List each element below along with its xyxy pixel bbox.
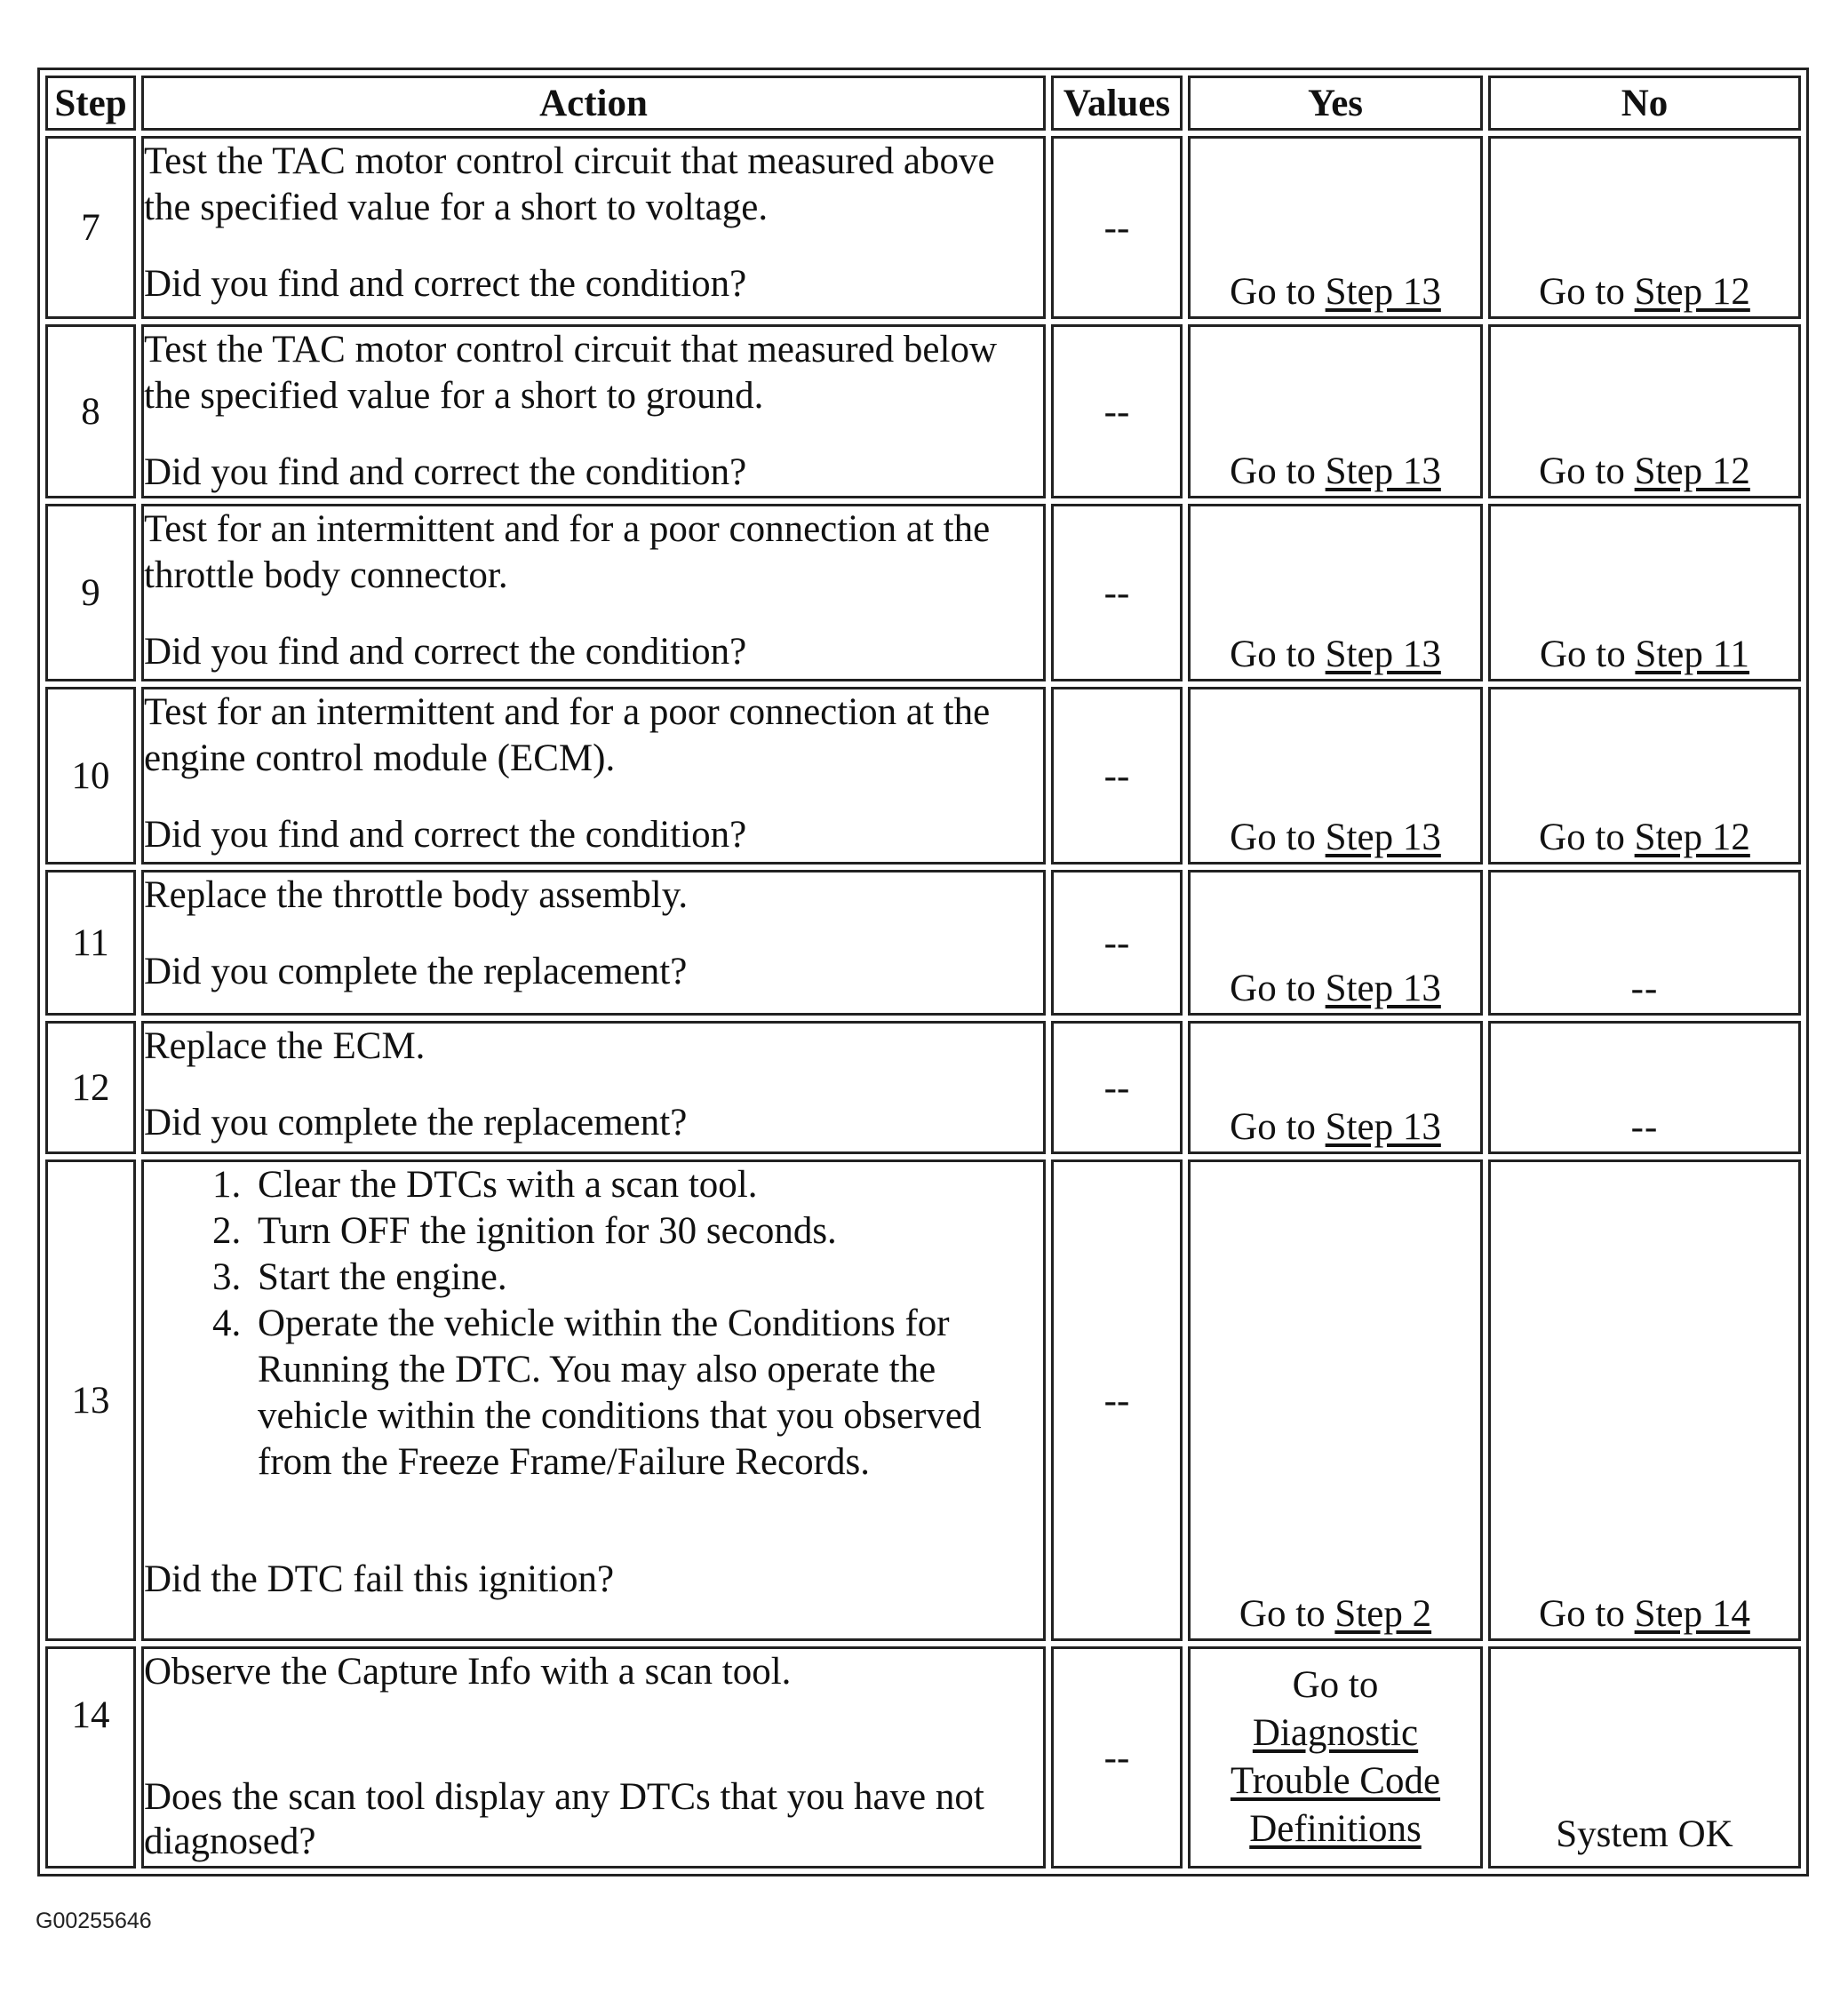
step-number: 8: [45, 324, 136, 498]
no-step-link[interactable]: Step 11: [1635, 633, 1750, 675]
yes-cell: [1188, 1159, 1483, 1641]
no-cell: [1488, 324, 1801, 498]
values-cell: --: [1051, 1021, 1183, 1154]
diagnostic-trouble-code-definitions-link[interactable]: Diagnostic Trouble Code Definitions: [1230, 1712, 1441, 1850]
yes-cell: [1188, 504, 1483, 681]
action-question: Did you complete the replacement?: [144, 1102, 688, 1143]
yes-cell: [1188, 324, 1483, 498]
yes-prefix: Go to: [1230, 271, 1326, 313]
procedure-item: 4. Operate the vehicle within the Conditions for Running the DTC. You may also operate the vehicle within the conditions that you observed from the Freeze Frame/Failure Records.: [251, 1301, 1043, 1486]
action-cell: [141, 687, 1046, 865]
no-step-link[interactable]: Step 14: [1634, 1593, 1750, 1635]
values-cell: --: [1051, 870, 1183, 1016]
no-cell: [1488, 1159, 1801, 1641]
yes-step-link[interactable]: Step 13: [1325, 450, 1441, 492]
step-number: 9: [45, 504, 136, 681]
table-row: [45, 324, 1801, 498]
action-cell: [141, 870, 1046, 1016]
action-cell: [141, 1021, 1046, 1154]
action-question: Did you complete the replacement?: [144, 951, 688, 992]
step-number: 11: [45, 870, 136, 1016]
no-step-link[interactable]: Step 12: [1634, 271, 1750, 313]
no-prefix: Go to: [1539, 271, 1635, 313]
yes-prefix: Go to: [1230, 1106, 1326, 1148]
action-cell: [141, 136, 1046, 319]
yes-step-link[interactable]: Step 13: [1325, 1106, 1441, 1148]
yes-cell: [1188, 136, 1483, 319]
yes-step-link[interactable]: Step 13: [1325, 817, 1441, 858]
yes-prefix: Go to: [1230, 633, 1326, 675]
no-cell: [1488, 504, 1801, 681]
yes-prefix: Go to: [1292, 1664, 1379, 1706]
no-step-link[interactable]: Step 12: [1634, 817, 1750, 858]
action-question: Did you find and correct the condition?: [144, 263, 747, 305]
yes-prefix: Go to: [1230, 450, 1326, 492]
procedure-list: [144, 1162, 1043, 1486]
action-cell: [141, 1646, 1046, 1869]
procedure-item: 3. Start the engine.: [251, 1255, 1043, 1301]
figure-id: G00255646: [36, 1908, 152, 1933]
yes-prefix: Go to: [1230, 968, 1326, 1009]
table-row: [45, 1646, 1801, 1869]
header-yes: Yes: [1188, 76, 1483, 131]
step-number: 10: [45, 687, 136, 865]
table-row: [45, 504, 1801, 681]
action-text: Test the TAC motor control circuit that measured below the specified value for a short to ground.: [144, 329, 998, 417]
procedure-item: 1. Clear the DTCs with a scan tool.: [251, 1162, 1043, 1208]
table-row: [45, 1159, 1801, 1641]
yes-step-link[interactable]: Step 13: [1325, 633, 1441, 675]
no-prefix: Go to: [1539, 1593, 1635, 1635]
values-cell: --: [1051, 1159, 1183, 1641]
header-action: Action: [141, 76, 1046, 131]
no-cell: --: [1488, 870, 1801, 1016]
yes-prefix: Go to: [1230, 817, 1326, 858]
action-text: Replace the ECM.: [144, 1025, 426, 1067]
no-cell: [1488, 687, 1801, 865]
action-text: Observe the Capture Info with a scan tool.: [144, 1651, 792, 1693]
no-prefix: Go to: [1539, 817, 1635, 858]
values-cell: --: [1051, 687, 1183, 865]
yes-cell: [1188, 687, 1483, 865]
action-cell: [141, 324, 1046, 498]
step-number: 13: [45, 1159, 136, 1641]
no-prefix: Go to: [1539, 633, 1636, 675]
action-cell: [141, 1159, 1046, 1641]
step-number: 12: [45, 1021, 136, 1154]
no-cell: System OK: [1488, 1646, 1801, 1869]
values-cell: --: [1051, 324, 1183, 498]
yes-step-link[interactable]: Step 13: [1325, 271, 1441, 313]
header-row: [45, 76, 1801, 131]
table-row: [45, 687, 1801, 865]
no-prefix: Go to: [1539, 450, 1635, 492]
values-cell: --: [1051, 504, 1183, 681]
diagnostic-table: [37, 68, 1809, 1876]
yes-cell: [1188, 1021, 1483, 1154]
step-number: 7: [45, 136, 136, 319]
yes-prefix: Go to: [1239, 1593, 1335, 1635]
action-question: Did the DTC fail this ignition?: [144, 1558, 615, 1600]
header-step: Step: [45, 76, 136, 131]
action-question: Did you find and correct the condition?: [144, 631, 747, 673]
action-question: Did you find and correct the condition?: [144, 814, 747, 856]
action-text: Test the TAC motor control circuit that measured above the specified value for a short to voltage.: [144, 140, 995, 228]
action-text: Replace the throttle body assembly.: [144, 874, 689, 916]
yes-step-link[interactable]: Step 13: [1325, 968, 1441, 1009]
table-row: [45, 1021, 1801, 1154]
values-cell: --: [1051, 1646, 1183, 1869]
yes-cell: [1188, 1646, 1483, 1869]
yes-step-link[interactable]: Step 2: [1334, 1593, 1432, 1635]
header-values: Values: [1051, 76, 1183, 131]
action-cell: [141, 504, 1046, 681]
values-cell: --: [1051, 136, 1183, 319]
no-cell: [1488, 136, 1801, 319]
no-cell: --: [1488, 1021, 1801, 1154]
no-step-link[interactable]: Step 12: [1634, 450, 1750, 492]
action-text: Test for an intermittent and for a poor connection at the throttle body connector.: [144, 508, 991, 596]
action-question: Does the scan tool display any DTCs that you have not diagnosed?: [144, 1776, 984, 1862]
table-row: [45, 870, 1801, 1016]
procedure-item: 2. Turn OFF the ignition for 30 seconds.: [251, 1208, 1043, 1255]
yes-cell: [1188, 870, 1483, 1016]
step-number: 14: [45, 1646, 136, 1869]
table-row: [45, 136, 1801, 319]
action-question: Did you find and correct the condition?: [144, 451, 747, 493]
action-text: Test for an intermittent and for a poor connection at the engine control module (ECM).: [144, 691, 991, 779]
header-no: No: [1488, 76, 1801, 131]
